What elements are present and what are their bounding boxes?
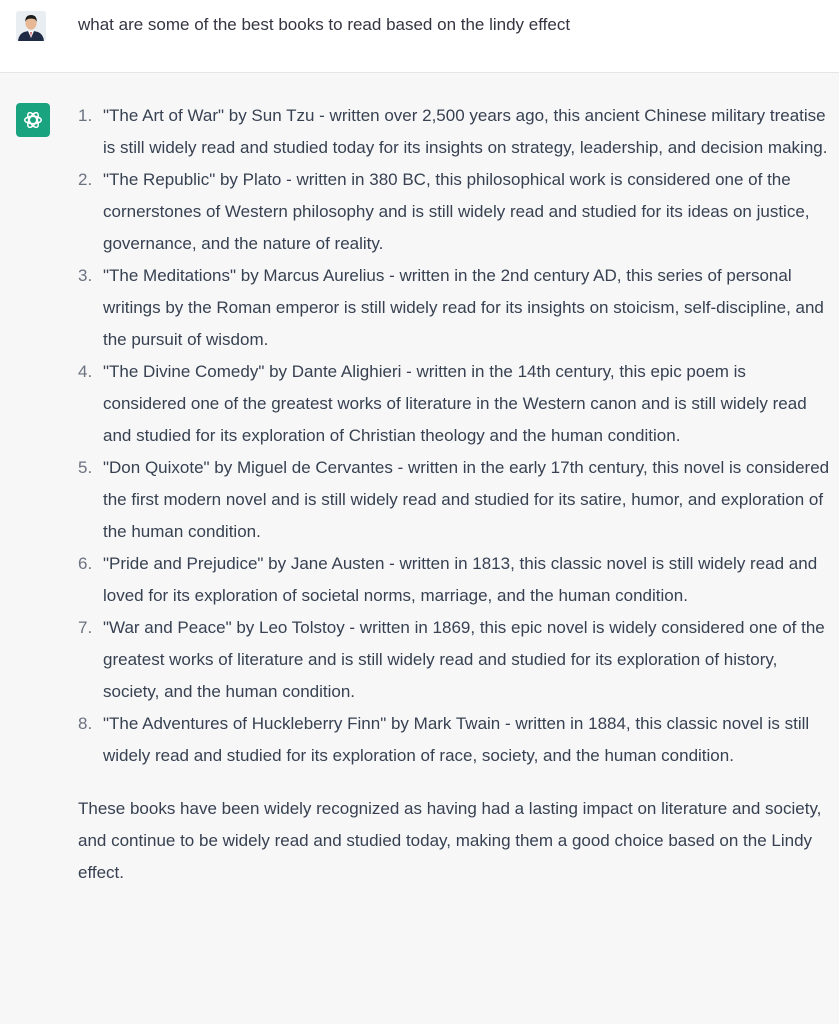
list-item-number: 1. bbox=[78, 106, 93, 125]
list-item bbox=[78, 708, 830, 772]
assistant-avatar bbox=[16, 103, 50, 137]
list-item bbox=[78, 356, 830, 452]
list-item bbox=[78, 164, 830, 260]
list-item-text: "The Republic" by Plato - written in 380 BC, this philosophical work is considered one of the cornerstones of Western philosophy and is still widely read and studied for its ideas on justice, governance, and the nature of reality. bbox=[103, 170, 810, 253]
list-item-number: 5. bbox=[78, 458, 93, 477]
list-item-text: "Don Quixote" by Miguel de Cervantes - written in the early 17th century, this novel is considered the first modern novel and is still widely read and studied for its satire, humor, and exploration of the human condition. bbox=[103, 458, 830, 541]
list-item bbox=[78, 612, 830, 708]
user-avatar bbox=[16, 11, 46, 41]
list-item-text: "The Meditations" by Marcus Aurelius - written in the 2nd century AD, this series of personal writings by the Roman emperor is still widely read for its insights on stoicism, self-discipline, and the pursuit of wisdom. bbox=[103, 266, 824, 349]
list-item-number: 3. bbox=[78, 266, 93, 285]
list-item bbox=[78, 100, 830, 164]
list-item-text: "The Adventures of Huckleberry Finn" by Mark Twain - written in 1884, this classic novel is still widely read and studied for its exploration of race, society, and the human condition. bbox=[103, 714, 810, 765]
list-item-text: "War and Peace" by Leo Tolstoy - written in 1869, this epic novel is widely considered one of the greatest works of literature and is still widely read and studied for its exploration of history, society, and the human condition. bbox=[103, 618, 825, 701]
list-item-text: "Pride and Prejudice" by Jane Austen - written in 1813, this classic novel is still widely read and loved for its exploration of societal norms, marriage, and the human condition. bbox=[103, 554, 818, 605]
closing-paragraph: These books have been widely recognized as having had a lasting impact on literature and society, and continue to be widely read and studied today, making them a good choice based on the Lindy effect. bbox=[78, 799, 822, 882]
list-item bbox=[78, 260, 830, 356]
list-item-number: 2. bbox=[78, 170, 93, 189]
book-list bbox=[78, 100, 830, 772]
list-item-number: 4. bbox=[78, 362, 93, 381]
user-message-row bbox=[0, 0, 839, 73]
list-item bbox=[78, 548, 830, 612]
list-item-number: 8. bbox=[78, 714, 93, 733]
list-item bbox=[78, 452, 830, 548]
user-prompt: what are some of the best books to read based on the lindy effect bbox=[78, 15, 571, 34]
list-item-text: "The Divine Comedy" by Dante Alighieri - written in the 14th century, this epic poem is considered one of the greatest works of literature in the Western canon and is still widely read and studied for its exploration of Christian theology and the human condition. bbox=[103, 362, 807, 445]
list-item-text: "The Art of War" by Sun Tzu - written over 2,500 years ago, this ancient Chinese military treatise is still widely read and studied today for its insights on strategy, leadership, and decision making. bbox=[103, 106, 828, 157]
user-photo-avatar-icon bbox=[16, 11, 46, 41]
assistant-message-row bbox=[0, 73, 839, 1024]
list-item-number: 6. bbox=[78, 554, 93, 573]
list-item-number: 7. bbox=[78, 618, 93, 637]
assistant-answer bbox=[78, 100, 830, 889]
openai-logo-icon bbox=[22, 109, 44, 131]
